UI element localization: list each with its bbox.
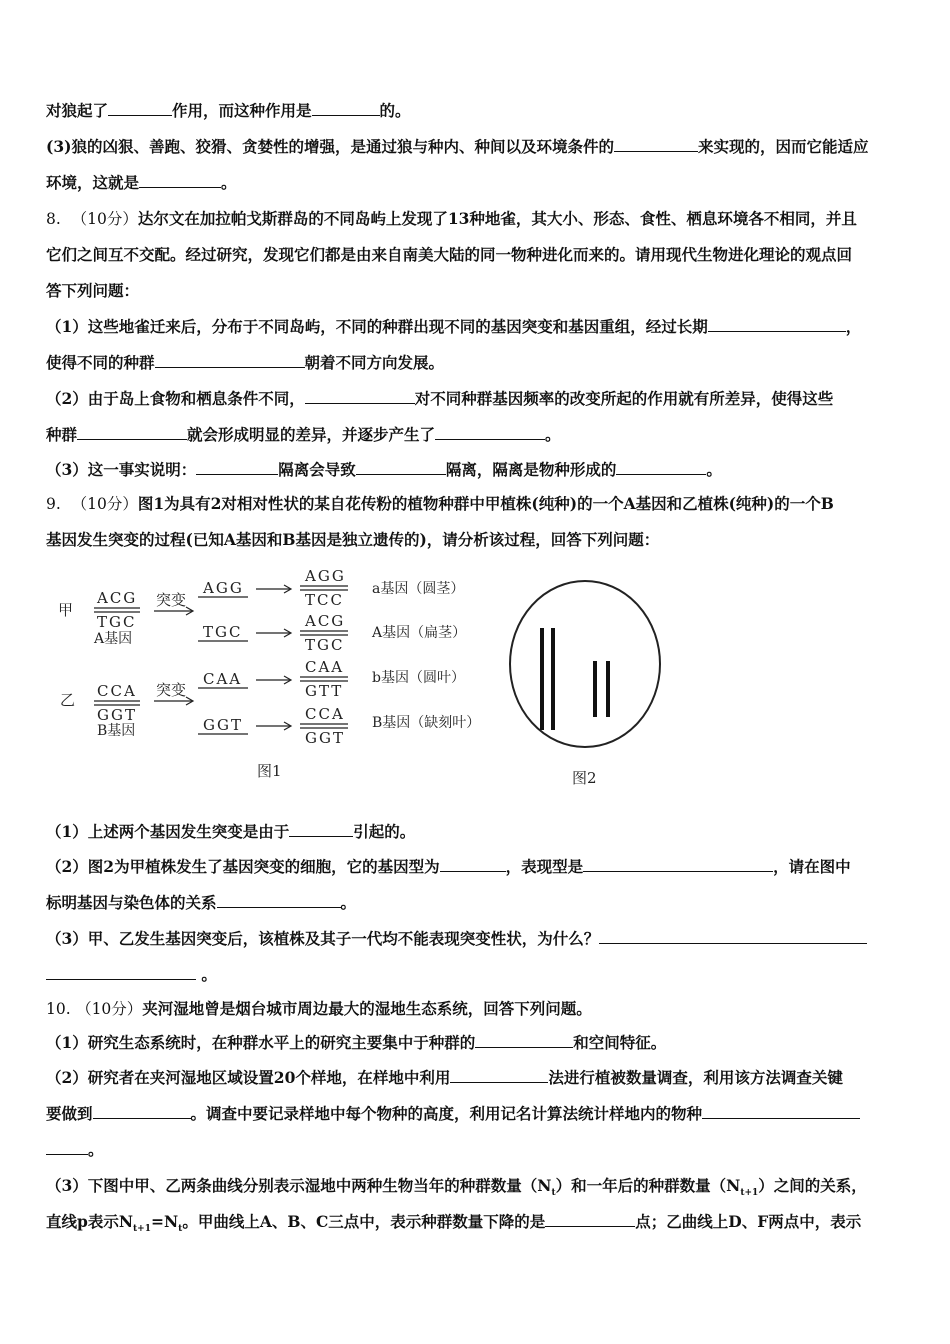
text: 达尔文在加拉帕戈斯群岛的不同岛屿上发现了13种地雀，其大小、形态、食性、栖息环境各不相同，并且 [137, 209, 857, 228]
gene-label: A基因（扁茎） [372, 625, 467, 641]
text: 。 [706, 460, 722, 479]
text-line [46, 137, 868, 157]
question-number: 8. [46, 210, 61, 228]
text: 隔离，隔离是物种形成的 [445, 460, 617, 479]
text-line [46, 929, 867, 949]
seq: TGC [203, 623, 243, 641]
label-yi: 乙 [60, 691, 76, 709]
text: =N [150, 1212, 179, 1231]
text: 隔离会导致 [278, 460, 356, 479]
text: 。 [201, 965, 217, 984]
text: （2）研究者在夹河湿地区域设置20个样地，在样地中利用 [46, 1068, 451, 1087]
answer-blank[interactable] [155, 353, 305, 368]
gene-label: a基因（圆茎） [372, 581, 465, 597]
answer-blank[interactable] [217, 893, 341, 908]
question-number: 9. [46, 495, 61, 513]
seq-top: CAA [305, 658, 345, 676]
text: 。 [340, 893, 357, 912]
figure-2 [510, 581, 660, 787]
text: （1）这些地雀迁来后，分布于不同岛屿，不同的种群出现不同的基因突变和基因重组，经过长期 [46, 317, 708, 336]
text: 和空间特征。 [573, 1033, 667, 1052]
text-line [46, 281, 139, 301]
text: ，请在图中 [773, 857, 851, 876]
text: 答下列问题： [46, 281, 140, 300]
text: 环境，这就是 [46, 173, 140, 192]
text: 朝着不同方向发展。 [304, 353, 445, 372]
answer-blank[interactable] [46, 1140, 88, 1155]
text: 。调查中要记录样地中每个物种的高度，利用记名计算法统计样地内的物种 [190, 1104, 703, 1123]
answer-blank[interactable] [289, 822, 353, 837]
seq-top: ACG [97, 589, 138, 607]
subscript: t+1 [133, 1224, 151, 1235]
figure-2-caption: 图2 [572, 769, 597, 787]
figure-1-caption: 图1 [257, 762, 282, 780]
text-line [46, 965, 217, 985]
answer-blank[interactable] [702, 1104, 860, 1119]
question-score: （10分） [71, 495, 138, 513]
text-line [46, 822, 415, 842]
subscript: t [178, 1224, 183, 1235]
text: 要做到 [46, 1104, 93, 1123]
subscript: t+1 [740, 1188, 759, 1199]
text: ）之间的关系， [758, 1176, 867, 1195]
text-line [46, 1068, 843, 1088]
answer-blank[interactable] [356, 460, 446, 475]
seq-bottom: GGT [305, 729, 345, 747]
figure-1 [58, 567, 480, 780]
text-line [46, 893, 356, 913]
text: (3)狼的凶狠、善跑、狡猾、贪婪性的增强，是通过狼与种内、种间以及环境条件的 [46, 137, 614, 156]
text: 直线p表示N [46, 1212, 134, 1231]
text: （3）下图中甲、乙两条曲线分别表示湿地中两种生物当年的种群数量（N [46, 1176, 552, 1195]
text: 。 [88, 1140, 104, 1159]
text: 标明基因与染色体的关系 [46, 893, 217, 912]
label-jia: 甲 [58, 601, 74, 619]
text: （2）图2为甲植株发生了基因突变的细胞，它的基因型为 [46, 857, 440, 876]
seq-bottom: GGT [97, 706, 137, 724]
text: 图1为具有2对相对性状的某自花传粉的植物种群中甲植株(纯种)的一个A基因和乙植株(纯种)的一个B [137, 494, 834, 513]
cell-outline [510, 581, 660, 747]
seq-bottom: TGC [97, 613, 137, 631]
text: 。 [545, 425, 561, 444]
answer-blank[interactable] [450, 1068, 548, 1083]
subscript: t [551, 1188, 556, 1199]
text: 它们之间互不交配。经过研究，发现它们都是由来自南美大陆的同一物种进化而来的。请用现代生物进化理论的观点回 [46, 245, 853, 264]
gene-label: B基因（缺刻叶） [372, 715, 481, 731]
question-score: （10分） [76, 1000, 143, 1018]
question-score: （10分） [71, 210, 138, 228]
text: 基因发生突变的过程(已知A基因和B基因是独立遗传的)，请分析该过程，回答下列问题： [46, 530, 660, 549]
text: 来实现的，因而它能适应 [697, 137, 869, 156]
text-line [46, 1104, 860, 1124]
question-number: 10. [46, 1000, 71, 1018]
question-10-stem [46, 999, 592, 1019]
answer-blank[interactable] [475, 1033, 573, 1048]
seq-top: CCA [305, 705, 345, 723]
answer-blank[interactable] [614, 137, 698, 152]
text-line [46, 530, 659, 550]
answer-blank[interactable] [616, 460, 706, 475]
seq: GGT [203, 716, 243, 734]
text: （1）研究生态系统时，在种群水平上的研究主要集中于种群的 [46, 1033, 476, 1052]
gene-label: A基因 [94, 631, 133, 647]
answer-blank[interactable] [77, 425, 187, 440]
answer-blank[interactable] [440, 857, 506, 872]
answer-blank[interactable] [93, 1104, 191, 1119]
answer-blank[interactable] [583, 857, 773, 872]
answer-blank[interactable] [108, 101, 172, 116]
seq-top: CCA [97, 682, 137, 700]
text-line [46, 1033, 666, 1053]
text: （3）这一事实说明： [46, 460, 197, 479]
text-line [46, 425, 561, 445]
seq: CAA [203, 670, 243, 688]
text: 种群 [46, 425, 78, 444]
text-line [46, 389, 833, 409]
text: ，表现型是 [505, 857, 584, 876]
gene-label: b基因（圆叶） [372, 670, 465, 686]
text: （3）甲、乙发生基因突变后，该植株及其子一代均不能表现突变性状，为什么？ [46, 929, 600, 948]
text: 使得不同的种群 [46, 353, 155, 372]
text: 对不同种群基因频率的改变所起的作用就有所差异，使得这些 [414, 389, 834, 408]
seq-bottom: TCC [305, 591, 344, 609]
text: 就会形成明显的差异，并逐步产生了 [187, 425, 436, 444]
text: ）和一年后的种群数量（N [555, 1176, 741, 1195]
text: 。 [221, 173, 237, 192]
mutation-label: 突变 [156, 591, 187, 609]
mutation-label: 突变 [156, 681, 187, 699]
text: （2）由于岛上食物和栖息条件不同， [46, 389, 305, 408]
answer-blank[interactable] [312, 101, 380, 116]
text: 引起的。 [353, 822, 416, 841]
text-line [46, 245, 852, 265]
answer-blank[interactable] [196, 460, 278, 475]
answer-blank[interactable] [599, 929, 867, 944]
seq-bottom: TGC [305, 636, 345, 654]
text: 点；乙曲线上D、F两点中，表示 [635, 1212, 862, 1231]
answer-blank[interactable] [545, 1212, 635, 1227]
text: 夹河湿地曾是烟台城市周边最大的湿地生态系统，回答下列问题。 [142, 999, 592, 1018]
question-8-stem [46, 209, 857, 229]
text-line [46, 1176, 867, 1203]
text-line [46, 317, 861, 337]
text: （1）上述两个基因发生突变是由于 [46, 822, 290, 841]
text-line [46, 353, 444, 373]
text-line [46, 1212, 861, 1239]
seq-top: AGG [305, 567, 346, 585]
gene-label: B基因 [97, 723, 136, 739]
answer-blank[interactable] [139, 173, 221, 188]
text-line [46, 1140, 104, 1160]
answer-blank[interactable] [305, 389, 415, 404]
text: 法进行植被数量调查，利用该方法调查关键 [548, 1068, 843, 1087]
seq-top: ACG [305, 612, 346, 630]
text-line [46, 857, 851, 877]
answer-blank[interactable] [708, 317, 846, 332]
text: 作用，而这种作用是 [172, 101, 312, 120]
answer-blank[interactable] [435, 425, 545, 440]
answer-blank[interactable] [46, 965, 196, 980]
text-line [46, 101, 411, 121]
gene-mutation-figure [0, 555, 950, 795]
seq: AGG [203, 579, 244, 597]
text-line [46, 173, 237, 193]
text-line [46, 460, 722, 480]
text: 对狼起了 [46, 101, 109, 120]
text: 的。 [379, 101, 411, 120]
question-9-stem [46, 494, 834, 514]
text: ， [845, 317, 862, 336]
seq-bottom: GTT [305, 682, 344, 700]
text: 。甲曲线上A、B、C三点中，表示种群数量下降的是 [182, 1212, 546, 1231]
